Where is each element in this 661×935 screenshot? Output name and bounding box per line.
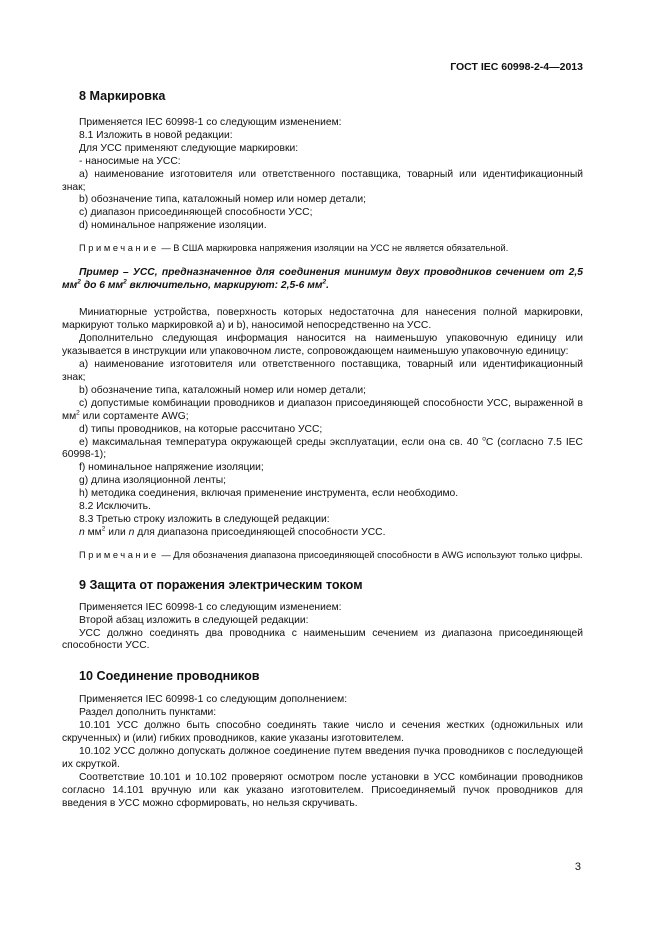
list-item: d) типы проводников, на которые рассчитано УСС; [79,423,323,435]
paragraph: Для УСС применяют следующие маркировки: [79,142,299,154]
note-label: Примечание [79,549,159,560]
note [62,549,583,562]
list-item [62,398,583,424]
paragraph: УСС должно соединять два проводника с наименьшим сечением из диапазона присоединяющей способности УСС. [62,627,583,652]
paragraph: 10.101 УСС должно быть способно соединять такие число и сечения жестких (одножильных или скрученных) и (или) гибких проводников, какие указаны изготовителем. [62,720,583,745]
page-content [62,88,583,810]
paragraph: Применяется IEC 60998-1 со следующим изменением: [79,117,342,128]
example [62,266,583,292]
document-code: ГОСТ IEC 60998-2-4—2013 [450,61,583,73]
list-item-text: e) максимальная температура окружающей среды эксплуатации, если она св. 40 [79,436,483,448]
section-10-title: 10 Соединение проводников [79,669,260,684]
paragraph: 8.1 Изложить в новой редакции: [79,129,233,141]
example-text: до 6 мм [80,280,124,292]
paragraph: Дополнительно следующая информация наносится на наименьшую упаковочную единицу или указывается в инструкции или упаковочном листе, сопровождающем наименьшую упаковочную единицу: [62,333,583,358]
variable: n [128,526,135,538]
variable: n [79,526,85,538]
example-text: . [326,280,329,292]
superscript: 2 [101,525,106,533]
list-item: h) методика соединения, включая применение инструмента, если необходимо. [79,488,459,500]
paragraph: 8.3 Третью строку изложить в следующей редакции: [79,513,330,525]
paragraph: Второй абзац изложить в следующей редакции: [79,614,309,626]
note-label: Примечание [79,243,159,254]
example-text: включительно, маркируют: 2,5-6 мм [126,280,323,292]
list-item: b) обозначение типа, каталожный номер или номер детали; [79,194,366,206]
note [62,242,583,255]
paragraph [62,527,583,540]
list-item: c) диапазон присоединяющей способности УСС; [79,207,313,219]
paragraph: 8.2 Исключить. [79,501,151,513]
note-text: — Для обозначения диапазона присоединяющей способности в AWG используют только цифры. [158,549,583,560]
superscript: 2 [123,278,127,286]
list-item: g) длина изоляционной ленты; [79,475,226,487]
superscript: 2 [77,278,81,286]
list-item: d) номинальное напряжение изоляции. [79,220,267,232]
list-item: f) номинальное напряжение изоляции; [79,462,264,474]
list-item-text: С (согласно 7.5 IEC 60998-1); [62,436,583,461]
list-item: a) наименование изготовителя или ответственного поставщика, товарный или идентификационный знак; [62,359,583,383]
section-8-title: 8 Маркировка [79,89,166,103]
text: или [105,526,129,538]
section-9-title: 9 Защита от поражения электрическим током [79,577,363,592]
superscript: 2 [322,278,327,286]
superscript: о [482,435,486,443]
note-text: — В США маркировка напряжения изоляции на УСС не является обязательной. [158,243,509,254]
list-item: - наносимые на УСС: [79,155,181,167]
page-number: 3 [574,861,581,873]
list-item-text: c) допустимые комбинации проводников и диапазон присоединяющей способности УСС, выраженной в мм [62,397,583,422]
paragraph: Раздел дополнить пунктами: [79,707,217,719]
paragraph: Применяется IEC 60998-1 со следующим изменением: [79,601,342,613]
paragraph: Применяется IEC 60998-1 со следующим дополнением: [79,694,348,706]
text: мм [84,526,102,538]
example-text: Пример – УСС, предназначенное для соединения минимум двух проводников сечением от 2,5 мм [62,267,583,292]
list-item [62,437,583,463]
list-item-text: или сортаменте AWG; [79,410,189,422]
list-item: b) обозначение типа, каталожный номер или номер детали; [79,384,366,396]
list-item: a) наименование изготовителя или ответственного поставщика, товарный или идентификационный знак; [62,168,583,193]
paragraph: 10.102 УСС должно допускать должное соединение путем введения пучка проводников с последующей их скруткой. [62,745,583,770]
paragraph: Соответствие 10.101 и 10.102 проверяют осмотром после установки в УСС комбинации проводников согласно 14.101 вручную или как указано изготовителем. Присоединяемый пучок проводников для введения в УСС можно сформировать, но нельзя скручивать. [62,771,583,809]
superscript: 2 [76,409,80,417]
paragraph: Миниатюрные устройства, поверхность которых недостаточна для нанесения полной маркировки, маркируют только маркировкой а) и b), наносимой непосредственно на УСС. [62,307,583,332]
text: для диапазона присоединяющей способности УСС. [134,526,386,538]
